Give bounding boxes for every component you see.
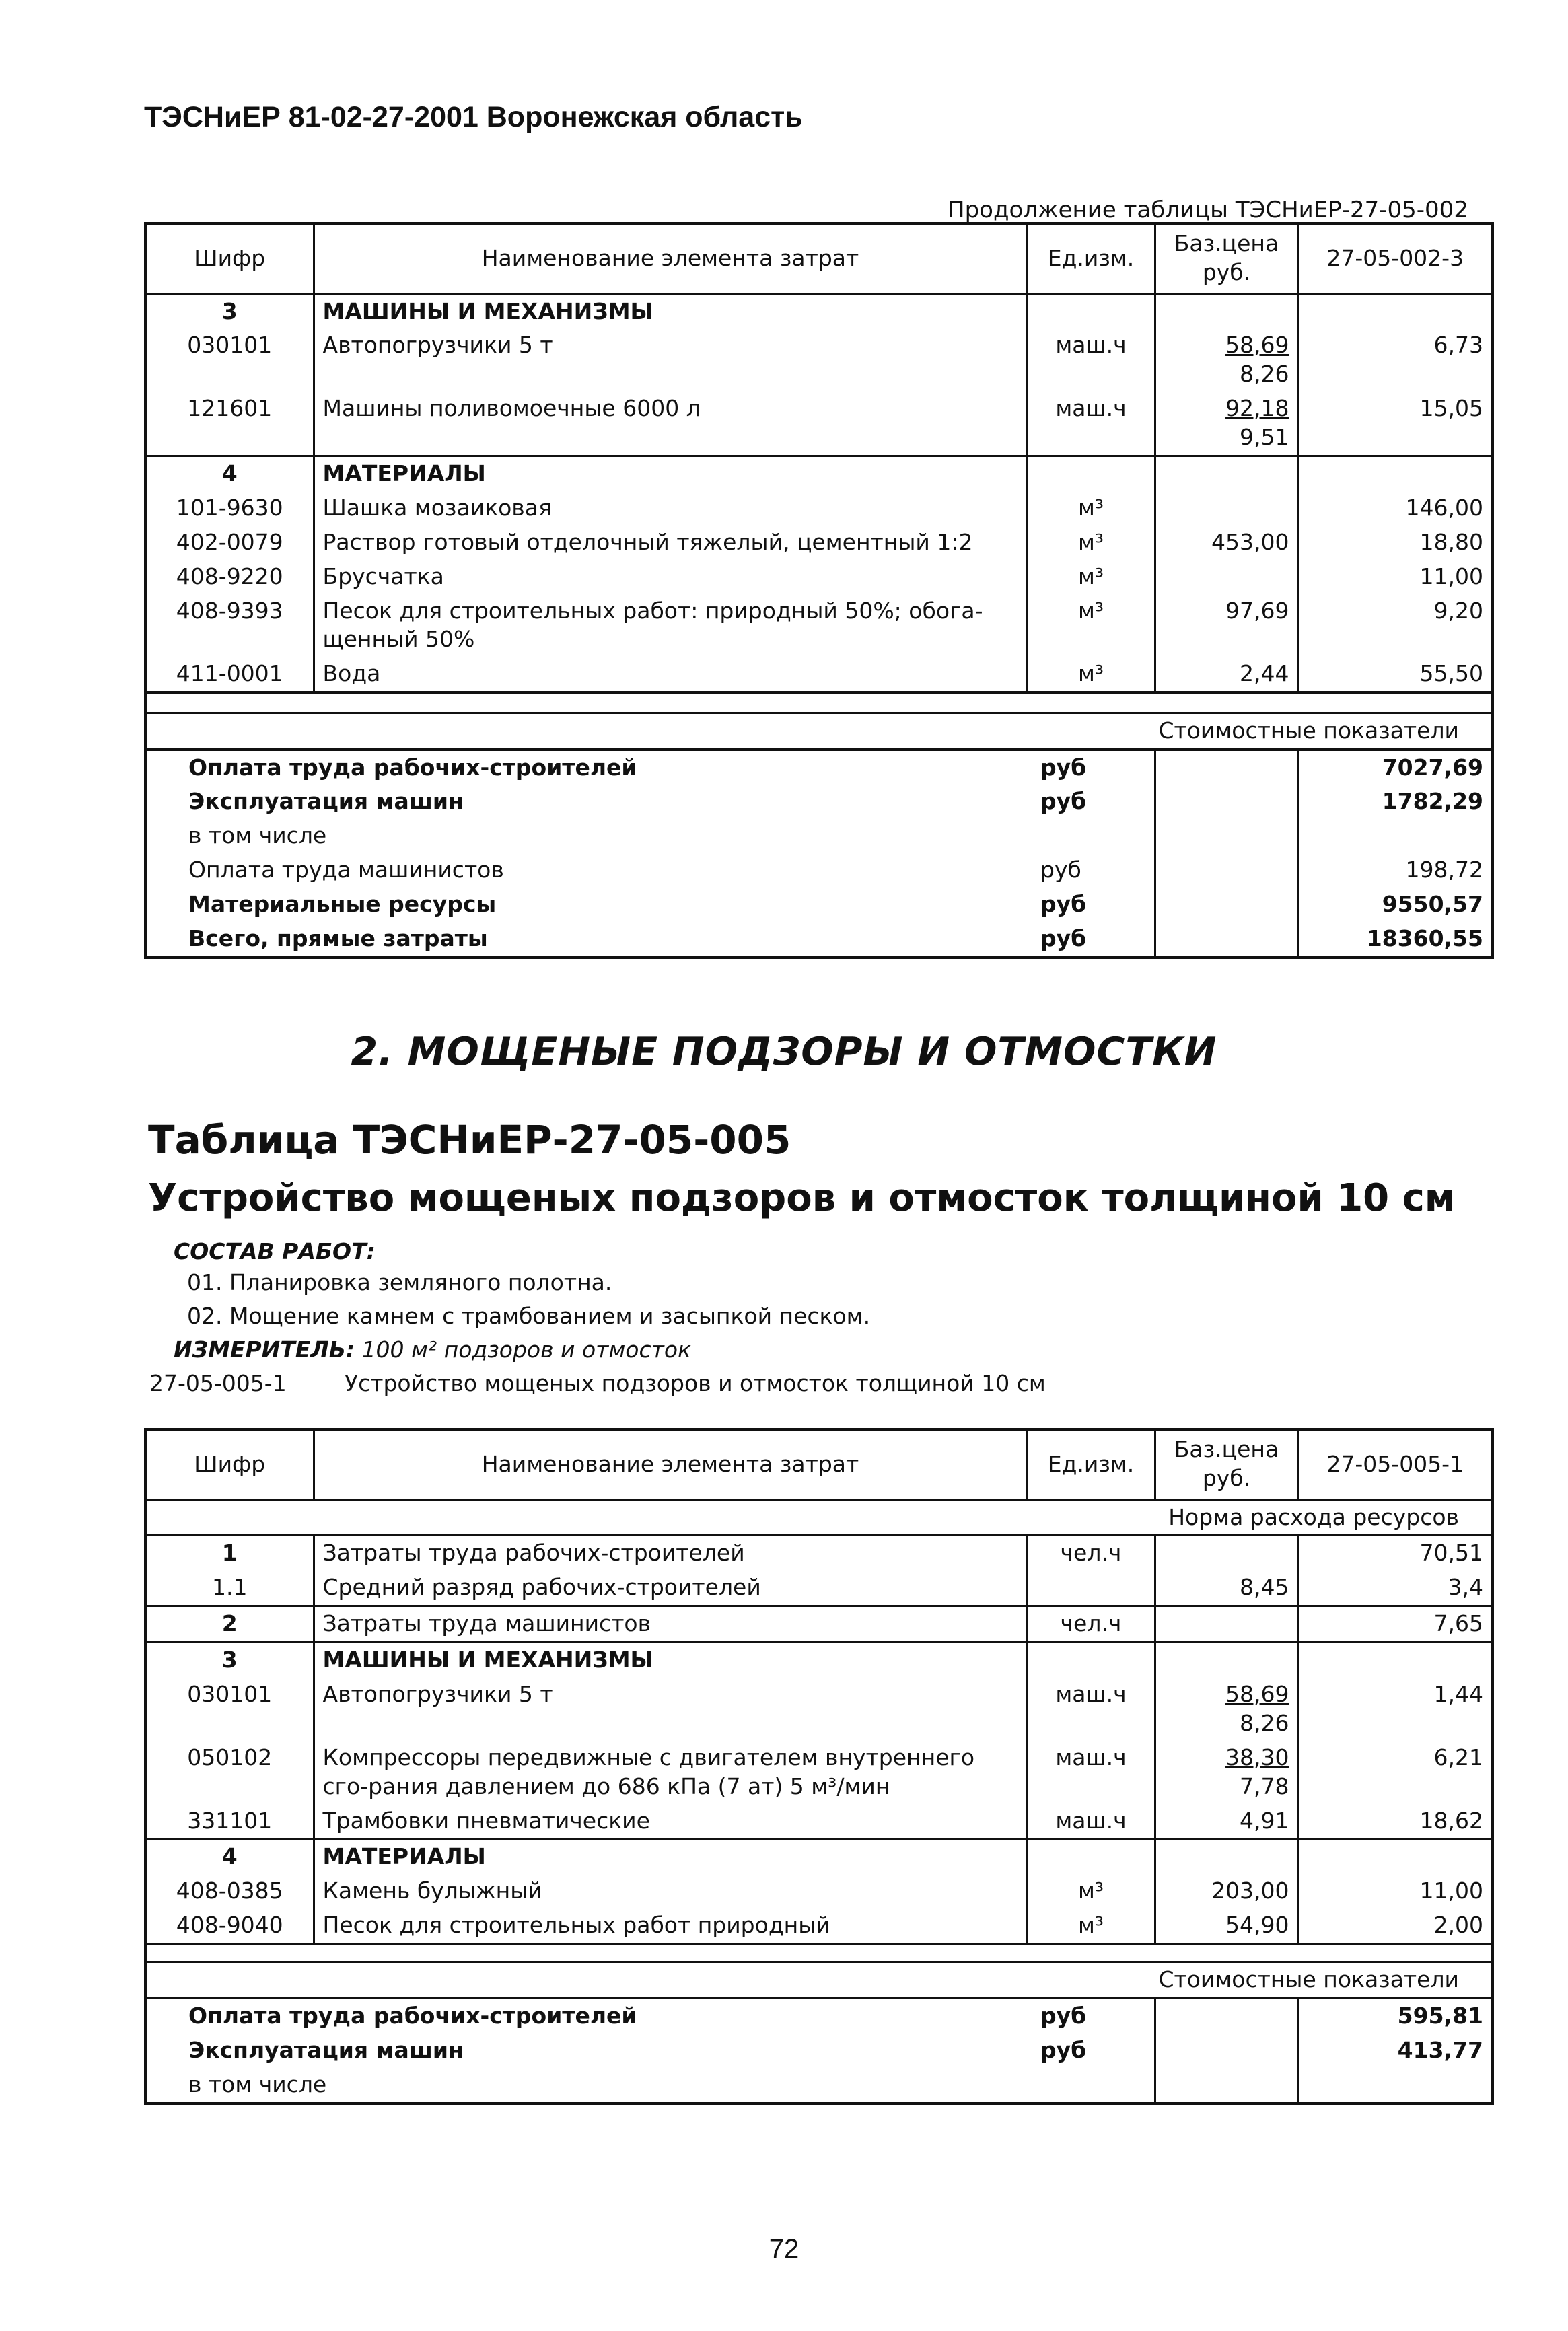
- cost-label: Эксплуатация машин: [188, 2037, 464, 2064]
- cost-unit: руб: [1027, 785, 1155, 819]
- row-unit: маш.ч: [1027, 1678, 1155, 1741]
- row-value: 18,80: [1419, 528, 1483, 555]
- row-unit: м³: [1027, 1874, 1155, 1908]
- row-price: 453,00: [1155, 526, 1298, 560]
- cost-value: 1782,29: [1382, 788, 1483, 815]
- cost-value: 7027,69: [1298, 750, 1493, 785]
- row-unit: м³: [1027, 491, 1155, 526]
- row-value: 70,51: [1298, 1536, 1493, 1571]
- section-title: МАТЕРИАЛЫ: [314, 1839, 1027, 1874]
- table-row: [145, 1536, 1493, 1571]
- cost-row: [145, 819, 1493, 853]
- row-code: 408-9393: [145, 594, 314, 657]
- row-name: Песок для строительных работ: природный 50%; обога-щенный 50%: [314, 594, 1027, 657]
- estimate-table-27-05-005: [144, 1428, 1494, 2105]
- row-unit: м³: [1027, 594, 1155, 657]
- cost-label: Материальные ресурсы: [188, 891, 497, 918]
- column-header-price: Баз.цена руб.: [1155, 1429, 1298, 1499]
- row-unit: м³: [1027, 1908, 1155, 1944]
- row-price: 54,90: [1155, 1908, 1298, 1944]
- price-top: 92,18: [1225, 395, 1289, 422]
- row-code: 411-0001: [145, 657, 314, 692]
- price-top: 58,69: [1225, 332, 1289, 359]
- work-composition-label: СОСТАВ РАБОТ:: [174, 1238, 376, 1264]
- table-row: [145, 1678, 1493, 1741]
- price-bottom: 8,26: [1240, 361, 1289, 388]
- norm-caption: Норма расхода ресурсов: [145, 1499, 1493, 1536]
- cost-row: [145, 888, 1493, 922]
- row-value: 18,62: [1419, 1807, 1483, 1834]
- table-continuation-caption: Продолжение таблицы ТЭСНиЕР-27-05-002: [948, 196, 1468, 223]
- row-code: 408-9040: [145, 1908, 314, 1944]
- row-value: 6,21: [1433, 1744, 1483, 1770]
- column-header-name: Наименование элемента затрат: [314, 223, 1027, 293]
- row-price: [1155, 392, 1298, 456]
- row-name: Брусчатка: [314, 560, 1027, 594]
- row-unit: чел.ч: [1027, 1606, 1155, 1643]
- column-header-code: Шифр: [145, 223, 314, 293]
- cost-row: [145, 785, 1493, 819]
- section-title: МАТЕРИАЛЫ: [314, 456, 1027, 491]
- meter-label: ИЗМЕРИТЕЛЬ:: [174, 1336, 355, 1363]
- meter-value: 100 м² подзоров и отмосток: [361, 1336, 691, 1363]
- row-code: 030101: [145, 1678, 314, 1741]
- row-code: 408-0385: [145, 1874, 314, 1908]
- cost-indicators-caption: Стоимостные показатели: [145, 1962, 1493, 1998]
- cost-label: в том числе: [188, 822, 327, 849]
- table-label: Таблица ТЭСНиЕР-27-05-005: [148, 1117, 791, 1163]
- cost-label: Оплата труда рабочих-строителей: [145, 1998, 1027, 2034]
- row-name: Затраты труда рабочих-строителей: [314, 1536, 1027, 1571]
- table-row: [145, 392, 1493, 456]
- cost-unit: [1027, 819, 1155, 853]
- table-row: [145, 1908, 1493, 1944]
- section-title: МАШИНЫ И МЕХАНИЗМЫ: [314, 1643, 1027, 1678]
- section-code: 4: [145, 1839, 314, 1874]
- row-code: 101-9630: [145, 491, 314, 526]
- row-value: 11,00: [1419, 563, 1483, 589]
- cost-unit: руб: [1027, 853, 1155, 888]
- section-code: 4: [145, 456, 314, 491]
- table-row: [145, 1606, 1493, 1643]
- document-header: ТЭСНиЕР 81-02-27-2001 Воронежская область: [144, 101, 803, 133]
- row-name: Шашка мозаиковая: [314, 491, 1027, 526]
- column-header-unit: Ед.изм.: [1027, 1429, 1155, 1499]
- column-header-code: Шифр: [145, 1429, 314, 1499]
- cost-value: 9550,57: [1382, 891, 1483, 918]
- cost-label: в том числе: [188, 2071, 327, 2098]
- table-row: [145, 657, 1493, 692]
- row-name: Средний разряд рабочих-строителей: [314, 1571, 1027, 1606]
- row-unit: маш.ч: [1027, 1741, 1155, 1804]
- table-row: [145, 1874, 1493, 1908]
- section-code: 3: [145, 1643, 314, 1678]
- cost-label: Оплата труда рабочих-строителей: [145, 750, 1027, 785]
- cost-value: 198,72: [1405, 857, 1483, 884]
- row-price: 97,69: [1155, 594, 1298, 657]
- row-code: 030101: [145, 328, 314, 392]
- row-price: [1155, 1678, 1298, 1741]
- reference-code: 27-05-005-1: [149, 1370, 287, 1396]
- work-item: 02. Мощение камнем с трамбованием и засыпкой песком.: [187, 1303, 871, 1329]
- table-row: [145, 328, 1493, 392]
- price-top: 38,30: [1225, 1744, 1289, 1770]
- section-code: 3: [145, 293, 314, 328]
- row-price: 2,44: [1155, 657, 1298, 692]
- cost-label: Эксплуатация машин: [188, 788, 464, 815]
- row-value: 6,73: [1433, 332, 1483, 359]
- cost-unit: руб: [1027, 750, 1155, 785]
- cost-unit: [1027, 2068, 1155, 2104]
- price-bottom: 8,26: [1240, 1709, 1289, 1736]
- price-top: 58,69: [1225, 1680, 1289, 1707]
- price-bottom: 7,78: [1240, 1772, 1289, 1799]
- cost-unit: руб: [1027, 1998, 1155, 2034]
- row-value: 7,65: [1298, 1606, 1493, 1643]
- row-unit: м³: [1027, 526, 1155, 560]
- cost-unit: руб: [1027, 2034, 1155, 2068]
- row-unit: м³: [1027, 560, 1155, 594]
- row-name: Автопогрузчики 5 т: [314, 328, 1027, 392]
- cost-row: [145, 2034, 1493, 2068]
- work-item: 01. Планировка земляного полотна.: [187, 1269, 612, 1295]
- row-price: 4,91: [1155, 1804, 1298, 1839]
- cost-value: [1298, 2068, 1493, 2104]
- cost-value: 595,81: [1298, 1998, 1493, 2034]
- column-header-unit: Ед.изм.: [1027, 223, 1155, 293]
- row-name: Машины поливомоечные 6000 л: [314, 392, 1027, 456]
- row-value: 146,00: [1405, 494, 1483, 521]
- cost-value: 413,77: [1397, 2037, 1483, 2064]
- price-bottom: 9,51: [1240, 424, 1289, 451]
- row-name: Автопогрузчики 5 т: [314, 1678, 1027, 1741]
- cost-indicators-caption: Стоимостные показатели: [145, 713, 1493, 749]
- row-price: [1155, 560, 1298, 594]
- row-price: [1155, 1536, 1298, 1571]
- table-row: [145, 1571, 1493, 1606]
- row-name: Песок для строительных работ природный: [314, 1908, 1027, 1944]
- column-header-value: 27-05-002-3: [1298, 223, 1493, 293]
- row-code: 408-9220: [145, 560, 314, 594]
- cost-unit: руб: [1027, 922, 1155, 958]
- row-unit: [1027, 1571, 1155, 1606]
- cost-unit: руб: [1027, 888, 1155, 922]
- table-row: [145, 560, 1493, 594]
- row-name: Компрессоры передвижные с двигателем внутреннего сго-рания давлением до 686 кПа (7 ат) 5 м³/мин: [314, 1741, 1027, 1804]
- table-row: [145, 1741, 1493, 1804]
- row-code: 050102: [145, 1741, 314, 1804]
- row-value: 3,4: [1448, 1574, 1483, 1601]
- reference-line: [149, 1370, 1046, 1396]
- row-value: 15,05: [1419, 395, 1483, 422]
- cost-row: [145, 1998, 1493, 2034]
- column-header-name: Наименование элемента затрат: [314, 1429, 1027, 1499]
- section-row-materials: [145, 456, 1493, 491]
- row-unit: маш.ч: [1027, 328, 1155, 392]
- section-title: МАШИНЫ И МЕХАНИЗМЫ: [314, 293, 1027, 328]
- row-code: 1: [145, 1536, 314, 1571]
- cost-row: [145, 2068, 1493, 2104]
- column-header-value: 27-05-005-1: [1298, 1429, 1493, 1499]
- row-code: 2: [145, 1606, 314, 1643]
- row-unit: м³: [1027, 657, 1155, 692]
- cost-label: Оплата труда машинистов: [188, 857, 504, 884]
- estimate-table-27-05-002: [144, 222, 1494, 959]
- page-number: 72: [769, 2234, 799, 2264]
- row-unit: чел.ч: [1027, 1536, 1155, 1571]
- row-value: 2,00: [1433, 1912, 1483, 1939]
- cost-row: [145, 853, 1493, 888]
- row-name: Вода: [314, 657, 1027, 692]
- section-row-machines: [145, 293, 1493, 328]
- row-name: Камень булыжный: [314, 1874, 1027, 1908]
- cost-value: [1298, 819, 1493, 853]
- row-price: 203,00: [1155, 1874, 1298, 1908]
- row-price: [1155, 1741, 1298, 1804]
- row-code: 402-0079: [145, 526, 314, 560]
- row-price: [1155, 328, 1298, 392]
- section-row-materials: [145, 1839, 1493, 1874]
- table-title: Устройство мощеных подзоров и отмосток толщиной 10 см: [148, 1176, 1456, 1220]
- section-heading: 2. МОЩЕНЫЕ ПОДЗОРЫ И ОТМОСТКИ: [351, 1030, 1217, 1074]
- row-code: 121601: [145, 392, 314, 456]
- table-row: [145, 526, 1493, 560]
- table-row: [145, 1804, 1493, 1839]
- cost-row: [145, 750, 1493, 785]
- cost-row: [145, 922, 1493, 958]
- table-row: [145, 491, 1493, 526]
- row-price: [1155, 491, 1298, 526]
- row-code: 331101: [145, 1804, 314, 1839]
- reference-text: Устройство мощеных подзоров и отмосток толщиной 10 см: [345, 1370, 1046, 1396]
- meter-line: [174, 1336, 691, 1363]
- row-price: 8,45: [1155, 1571, 1298, 1606]
- row-name: Трамбовки пневматические: [314, 1804, 1027, 1839]
- row-unit: маш.ч: [1027, 392, 1155, 456]
- row-code: 1.1: [145, 1571, 314, 1606]
- column-header-price: Баз.цена руб.: [1155, 223, 1298, 293]
- cost-label: Всего, прямые затраты: [188, 925, 488, 952]
- cost-value: 18360,55: [1366, 925, 1483, 952]
- row-price: [1155, 1606, 1298, 1643]
- row-unit: маш.ч: [1027, 1804, 1155, 1839]
- table-row: [145, 594, 1493, 657]
- row-value: 9,20: [1433, 597, 1483, 624]
- section-row-machines: [145, 1643, 1493, 1678]
- row-value: 11,00: [1419, 1877, 1483, 1904]
- row-value: 55,50: [1419, 660, 1483, 687]
- row-name: Затраты труда машинистов: [314, 1606, 1027, 1643]
- row-value: 1,44: [1433, 1680, 1483, 1707]
- row-name: Раствор готовый отделочный тяжелый, цементный 1:2: [314, 526, 1027, 560]
